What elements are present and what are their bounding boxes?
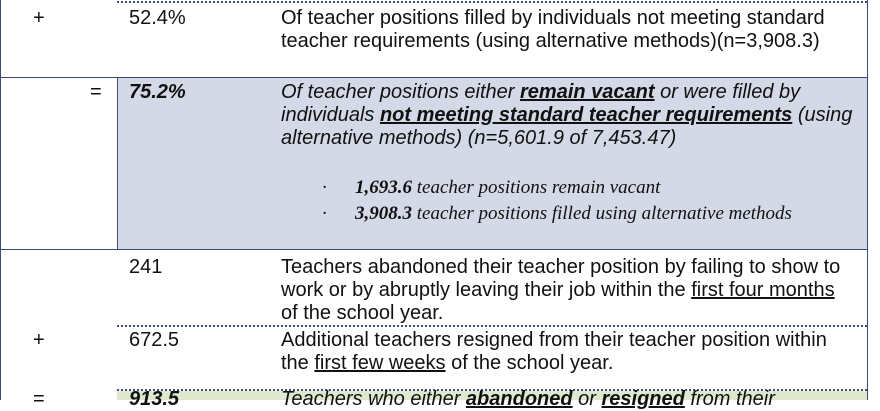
bullet-marker: · [322, 177, 327, 198]
desc-emphasis: abandoned [465, 388, 573, 410]
desc-emphasis: not meeting standard teacher requirements [379, 104, 793, 126]
operator-equals: = [90, 81, 102, 103]
row-description [281, 329, 841, 375]
row-value: 672.5 [129, 329, 180, 351]
desc-text: (using alternative methods) (n=5,601.9 of 7,453.47) [281, 104, 853, 149]
desc-text: of the school year. [445, 352, 614, 374]
column-divider [117, 77, 118, 249]
table-left-border [0, 0, 1, 400]
desc-text: or [572, 388, 602, 410]
row-divider [117, 325, 867, 327]
desc-text: Teachers abandoned their teacher position by failing to show to work or by abruptly leaving their job within the [281, 256, 841, 301]
desc-text: Teachers who either [281, 388, 466, 410]
desc-emphasis: resigned [601, 388, 685, 410]
desc-text: or were filled by individuals [281, 81, 801, 126]
row-value: 52.4% [129, 7, 186, 29]
operator-plus: + [33, 7, 45, 29]
desc-text: of the school year. [281, 302, 444, 324]
row-value [129, 81, 186, 104]
row-description: Of teacher positions filled by individuals not meeting standard teacher requirements (using alternative methods)(n=3,908.3) [281, 7, 825, 52]
row-description [281, 256, 841, 325]
row-divider [117, 1, 867, 3]
bullet-item [355, 175, 835, 200]
desc-text: Of teacher positions either [281, 81, 521, 103]
row-description [281, 81, 856, 150]
bullet-number: 1,693.6 [355, 177, 412, 198]
bullet-text: teacher positions filled using alternative methods [412, 203, 792, 224]
bullet-item [355, 201, 825, 226]
operator-plus: + [33, 329, 45, 351]
desc-text: from their [684, 388, 775, 410]
section-divider [0, 249, 868, 250]
value-text: 913.5 [129, 388, 180, 410]
section-divider [0, 77, 868, 78]
desc-emphasis: remain vacant [520, 81, 655, 103]
bullet-number: 3,908.3 [355, 203, 412, 224]
bullet-text: teacher positions remain vacant [412, 177, 661, 198]
bullet-marker: · [322, 203, 327, 224]
operator-equals: = [33, 388, 45, 410]
desc-underlined: first four months [691, 279, 835, 301]
value-text: 75.2% [129, 81, 186, 103]
desc-underlined: first few weeks [314, 352, 446, 374]
row-value: 241 [129, 256, 163, 278]
table-right-border [867, 0, 868, 400]
desc-text: Additional teachers resigned from their teacher position within the [281, 329, 827, 374]
